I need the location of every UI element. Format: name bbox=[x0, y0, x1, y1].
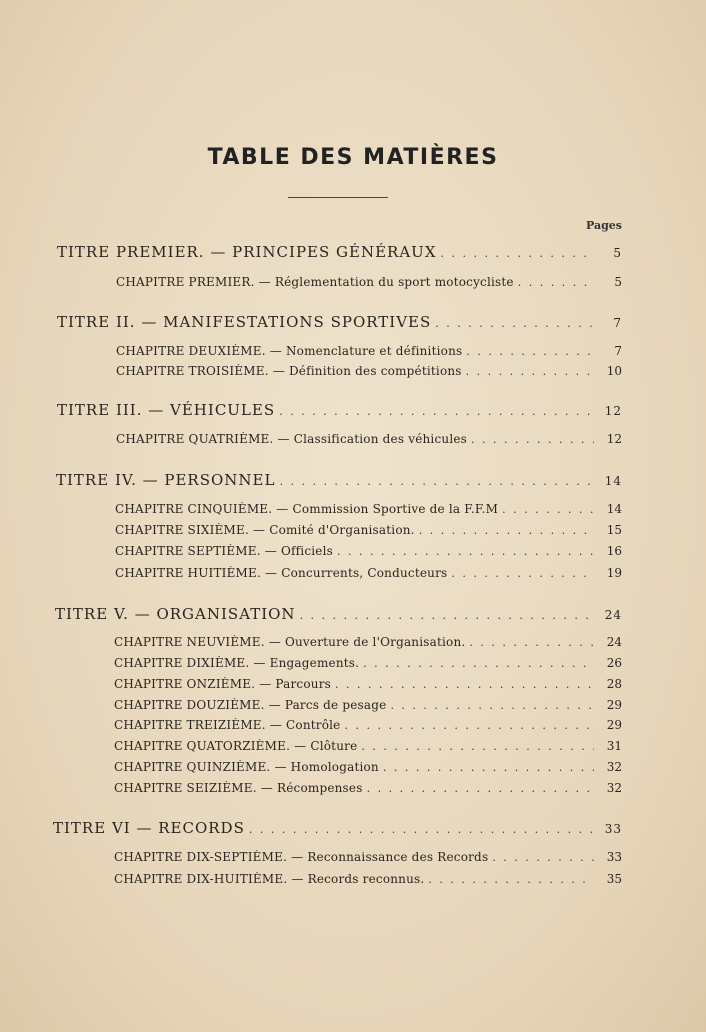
toc-entry-chapitre-14 bbox=[114, 739, 622, 753]
toc-entry-page: 29 bbox=[606, 698, 622, 712]
toc-entry-page: 32 bbox=[606, 781, 622, 795]
toc-entry-titre-2 bbox=[57, 313, 622, 331]
toc-entry-page: 5 bbox=[614, 275, 622, 289]
toc-entry-chapitre-9 bbox=[114, 635, 622, 649]
toc-entry-chapitre-12 bbox=[114, 698, 622, 712]
leader-dots bbox=[367, 782, 594, 795]
toc-entry-chapitre-1 bbox=[116, 275, 622, 289]
toc-entry-page: 24 bbox=[606, 635, 622, 649]
toc-entry-label: CHAPITRE DOUZIÈME. — Parcs de pesage bbox=[114, 698, 387, 712]
toc-entry-chapitre-8 bbox=[115, 566, 622, 580]
leader-dots bbox=[390, 699, 594, 712]
toc-entry-page: 32 bbox=[606, 760, 622, 774]
toc-entry-label: CHAPITRE SIXIÈME. — Comité d'Organisation. bbox=[115, 523, 415, 537]
toc-entry-label: CHAPITRE TROISIÈME. — Définition des compétitions bbox=[116, 364, 462, 378]
toc-entry-label: CHAPITRE DEUXIÈME. — Nomenclature et définitions bbox=[116, 344, 463, 358]
toc-entry-label: CHAPITRE HUITIÈME. — Concurrents, Conducteurs bbox=[115, 566, 448, 580]
leader-dots bbox=[279, 405, 594, 418]
page-title: TABLE DES MATIÈRES bbox=[207, 145, 499, 170]
toc-entry-label: TITRE II. — MANIFESTATIONS SPORTIVES bbox=[57, 313, 432, 331]
leader-dots bbox=[383, 761, 594, 774]
toc-entry-page: 5 bbox=[613, 246, 622, 260]
leader-dots bbox=[518, 276, 594, 289]
leader-dots bbox=[344, 719, 594, 732]
toc-entry-chapitre-2 bbox=[116, 344, 622, 358]
leader-dots bbox=[419, 524, 594, 537]
toc-entry-page: 14 bbox=[606, 502, 622, 516]
toc-entry-page: 12 bbox=[604, 404, 622, 418]
toc-entry-titre-3 bbox=[57, 401, 622, 419]
leader-dots bbox=[363, 657, 594, 670]
toc-entry-chapitre-16 bbox=[114, 781, 622, 795]
toc-entry-label: TITRE V. — ORGANISATION bbox=[55, 605, 296, 623]
leader-dots bbox=[361, 740, 594, 753]
toc-entry-label: TITRE PREMIER. — PRINCIPES GÉNÉRAUX bbox=[57, 243, 437, 261]
toc-entry-label: CHAPITRE SEIZIÈME. — Récompenses bbox=[114, 781, 363, 795]
toc-entry-page: 26 bbox=[606, 656, 622, 670]
toc-entry-page: 10 bbox=[606, 364, 622, 378]
toc-entry-page: 12 bbox=[606, 432, 622, 446]
leader-dots bbox=[466, 345, 594, 358]
toc-entry-page: 19 bbox=[606, 566, 622, 580]
toc-entry-titre-6 bbox=[53, 819, 622, 837]
toc-entry-page: 16 bbox=[606, 544, 622, 558]
leader-dots bbox=[300, 609, 594, 622]
toc-entry-label: CHAPITRE QUATRIÈME. — Classification des véhicules bbox=[116, 432, 468, 446]
toc-entry-chapitre-4 bbox=[116, 432, 622, 446]
toc-entry-chapitre-15 bbox=[114, 760, 622, 774]
toc-entry-label: TITRE III. — VÉHICULES bbox=[57, 401, 276, 419]
toc-entry-label: CHAPITRE TREIZIÈME. — Contrôle bbox=[114, 718, 341, 732]
toc-entry-page: 35 bbox=[606, 872, 622, 886]
toc-entry-chapitre-11 bbox=[114, 677, 622, 691]
toc-entry-page: 14 bbox=[604, 474, 622, 488]
toc-entry-page: 28 bbox=[606, 677, 622, 691]
toc-entry-chapitre-18 bbox=[114, 872, 622, 886]
leader-dots bbox=[428, 873, 594, 886]
toc-entry-label: TITRE IV. — PERSONNEL bbox=[56, 471, 276, 489]
toc-entry-chapitre-6 bbox=[115, 523, 622, 537]
toc-entry-page: 24 bbox=[604, 608, 622, 622]
toc-entry-titre-5 bbox=[55, 605, 622, 623]
toc-entry-chapitre-13 bbox=[114, 718, 622, 732]
toc-entry-label: CHAPITRE NEUVIÈME. — Ouverture de l'Organisation. bbox=[114, 635, 466, 649]
leader-dots bbox=[337, 545, 594, 558]
toc-entry-label: CHAPITRE SEPTIÈME. — Officiels bbox=[115, 544, 334, 558]
leader-dots bbox=[335, 678, 594, 691]
toc-entry-titre-4 bbox=[56, 471, 622, 489]
leader-dots bbox=[466, 365, 594, 378]
leader-dots bbox=[435, 317, 594, 330]
leader-dots bbox=[249, 823, 594, 836]
title-divider bbox=[288, 197, 388, 198]
toc-entry-page: 33 bbox=[606, 850, 622, 864]
toc-entry-label: CHAPITRE CINQUIÈME. — Commission Sportive de la F.F.M bbox=[115, 502, 499, 516]
toc-entry-titre-1 bbox=[57, 243, 622, 261]
toc-entry-page: 7 bbox=[614, 344, 622, 358]
leader-dots bbox=[469, 636, 594, 649]
toc-entry-chapitre-7 bbox=[115, 544, 622, 558]
pages-column-header: Pages bbox=[586, 219, 622, 232]
leader-dots bbox=[451, 567, 594, 580]
toc-entry-page: 31 bbox=[606, 739, 622, 753]
toc-entry-label: CHAPITRE DIX-SEPTIÈME. — Reconnaissance des Records bbox=[114, 850, 489, 864]
toc-entry-label: CHAPITRE DIX-HUITIÈME. — Records reconnus. bbox=[114, 872, 425, 886]
toc-entry-label: CHAPITRE ONZIÈME. — Parcours bbox=[114, 677, 332, 691]
toc-entry-label: CHAPITRE PREMIER. — Réglementation du sport motocycliste bbox=[116, 275, 514, 289]
leader-dots bbox=[471, 433, 594, 446]
toc-entry-label: CHAPITRE DIXIÈME. — Engagements. bbox=[114, 656, 360, 670]
toc-entry-chapitre-17 bbox=[114, 850, 622, 864]
toc-entry-label: TITRE VI — RECORDS bbox=[53, 819, 245, 837]
toc-entry-chapitre-10 bbox=[114, 656, 622, 670]
toc-entry-label: CHAPITRE QUATORZIÈME. — Clôture bbox=[114, 739, 358, 753]
toc-entry-page: 15 bbox=[606, 523, 622, 537]
leader-dots bbox=[441, 247, 595, 260]
toc-entry-page: 7 bbox=[613, 316, 622, 330]
toc-entry-label: CHAPITRE QUINZIÈME. — Homologation bbox=[114, 760, 379, 774]
toc-entry-chapitre-5 bbox=[115, 502, 622, 516]
toc-entry-page: 29 bbox=[606, 718, 622, 732]
toc-entry-chapitre-3 bbox=[116, 364, 622, 378]
leader-dots bbox=[502, 503, 594, 516]
leader-dots bbox=[279, 475, 594, 488]
leader-dots bbox=[492, 851, 594, 864]
toc-entry-page: 33 bbox=[604, 822, 622, 836]
